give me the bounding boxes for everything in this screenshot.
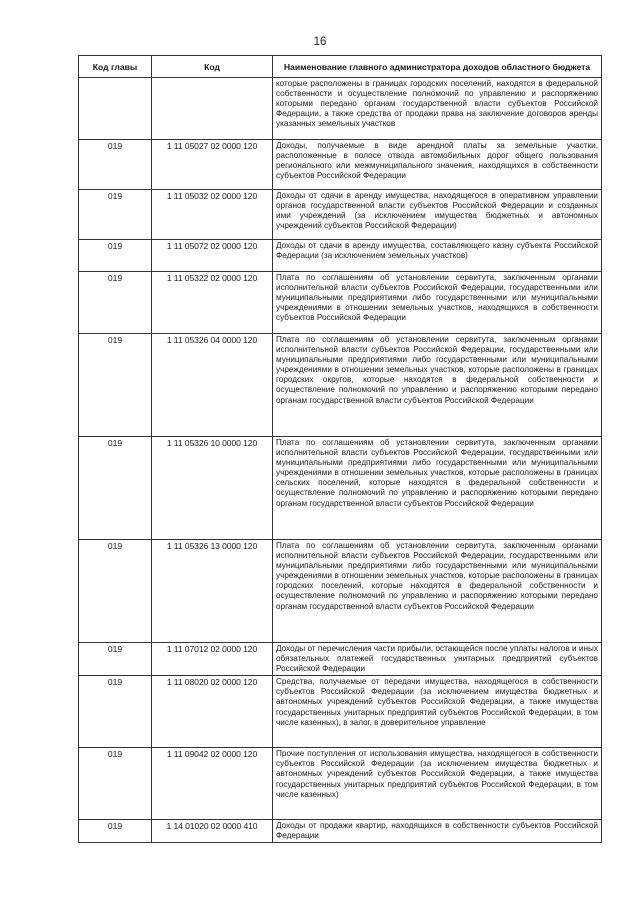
table-row <box>79 820 602 843</box>
code-cell: 1 11 05072 02 0000 120 <box>152 240 273 272</box>
chapter-cell: 019 <box>79 643 152 676</box>
code-cell <box>152 78 273 140</box>
chapter-cell: 019 <box>79 272 152 334</box>
chapter-cell: 019 <box>79 540 152 643</box>
revenue-administrators-table <box>78 55 602 843</box>
code-cell: 1 11 07012 02 0000 120 <box>152 643 273 676</box>
table-body <box>79 78 602 843</box>
chapter-cell: 019 <box>79 820 152 843</box>
header-code: Код <box>152 56 273 78</box>
table-header-row <box>79 56 602 78</box>
chapter-cell <box>79 78 152 140</box>
table-row <box>79 748 602 820</box>
table-row <box>79 78 602 140</box>
table-row <box>79 140 602 190</box>
code-cell: 1 11 05326 13 0000 120 <box>152 540 273 643</box>
code-cell: 1 11 09042 02 0000 120 <box>152 748 273 820</box>
code-cell: 1 11 05322 02 0000 120 <box>152 272 273 334</box>
name-cell: Доходы, получаемые в виде арендной платы за земельные участки, расположенные в полосе отвода автомобильных дорог общего пользования регионального или межмуниципального значения, находящихся в собственности субъектов Российской Федерации <box>273 140 602 190</box>
table-row <box>79 272 602 334</box>
chapter-cell: 019 <box>79 240 152 272</box>
name-cell: Средства, получаемые от передачи имущества, находящегося в собственности субъектов Российской Федерации (за исключением имущества бюджетных и автономных учреждений субъектов Российской Федерации, а также имущества государственных унитарных предприятий субъектов Российской Федерации, в том числе казенных), в залог, в доверительное управление <box>273 676 602 748</box>
chapter-cell: 019 <box>79 676 152 748</box>
code-cell: 1 11 05326 04 0000 120 <box>152 334 273 437</box>
chapter-cell: 019 <box>79 748 152 820</box>
table-row <box>79 437 602 540</box>
name-cell: Плата по соглашениям об установлении сервитута, заключенным органами исполнительной власти субъектов Российской Федерации, государственными или муниципальными предприятиями либо государственными или муниципальными учреждениями в отношении земельных участков, которые расположены в границах городских округов, которые находятся в федеральной собственности и осуществление полномочий по управлению и распоряжению которыми передано органам государственной власти субъектов Российской Федерации <box>273 334 602 437</box>
code-cell: 1 11 08020 02 0000 120 <box>152 676 273 748</box>
code-cell: 1 11 05326 10 0000 120 <box>152 437 273 540</box>
name-cell: Доходы от сдачи в аренду имущества, составляющего казну субъекта Российской Федерации (за исключением земельных участков) <box>273 240 602 272</box>
name-cell: Доходы от перечисления части прибыли, остающейся после уплаты налогов и иных обязательных платежей государственных унитарных предприятий субъектов Российской Федерации <box>273 643 602 676</box>
table-row <box>79 676 602 748</box>
chapter-cell: 019 <box>79 334 152 437</box>
chapter-cell: 019 <box>79 140 152 190</box>
chapter-cell: 019 <box>79 190 152 240</box>
code-cell: 1 11 05032 02 0000 120 <box>152 190 273 240</box>
table-row <box>79 540 602 643</box>
table-row <box>79 240 602 272</box>
table-row <box>79 334 602 437</box>
chapter-cell: 019 <box>79 437 152 540</box>
name-cell: Доходы от продажи квартир, находящихся в собственности субъектов Российской Федерации <box>273 820 602 843</box>
name-cell: Плата по соглашениям об установлении сервитута, заключенным органами исполнительной власти субъектов Российской Федерации, государственными или муниципальными предприятиями либо государственными или муниципальными учреждениями в отношении земельных участков, находящихся в собственности субъектов Российской Федерации <box>273 272 602 334</box>
header-name: Наименование главного администратора доходов областного бюджета <box>273 56 602 78</box>
name-cell: которые расположены в границах городских поселений, находятся в федеральной собственности и осуществление полномочий по управлению и распоряжению которыми передано органам государственной власти субъектов Российской Федерации, а также средства от продажи права на заключение договоров аренды указанных земельных участков <box>273 78 602 140</box>
code-cell: 1 11 05027 02 0000 120 <box>152 140 273 190</box>
name-cell: Доходы от сдачи в аренду имущества, находящегося в оперативном управлении органов государственной власти субъектов Российской Федерации и созданных ими учреждений (за исключением имущества бюджетных и автономных учреждений субъектов Российской Федерации) <box>273 190 602 240</box>
table-row <box>79 643 602 676</box>
name-cell: Прочие поступления от использования имущества, находящегося в собственности субъектов Российской Федерации (за исключением имущества бюджетных и автономных учреждений субъектов Российской Федерации, а также имущества государственных унитарных предприятий субъектов Российской Федерации, в том числе казенных) <box>273 748 602 820</box>
name-cell: Плата по соглашениям об установлении сервитута, заключенным органами исполнительной власти субъектов Российской Федерации, государственными или муниципальными предприятиями либо государственными или муниципальными учреждениями в отношении земельных участков, которые расположены в границах сельских поселений, которые находятся в федеральной собственности и осуществление полномочий по управлению и распоряжению которыми передано органам государственной власти субъектов Российской Федерации <box>273 437 602 540</box>
page-number: 16 <box>313 36 327 48</box>
header-chapter-code: Код главы <box>79 56 152 78</box>
code-cell: 1 14 01020 02 0000 410 <box>152 820 273 843</box>
name-cell: Плата по соглашениям об установлении сервитута, заключенным органами исполнительной власти субъектов Российской Федерации, государственными или муниципальными предприятиями либо государственными или муниципальными учреждениями в отношении земельных участков, которые расположены в границах городских поселений, которые находятся в федеральной собственности и осуществление полномочий по управлению и распоряжению которыми передано органам государственной власти субъектов Российской Федерации <box>273 540 602 643</box>
table-row <box>79 190 602 240</box>
